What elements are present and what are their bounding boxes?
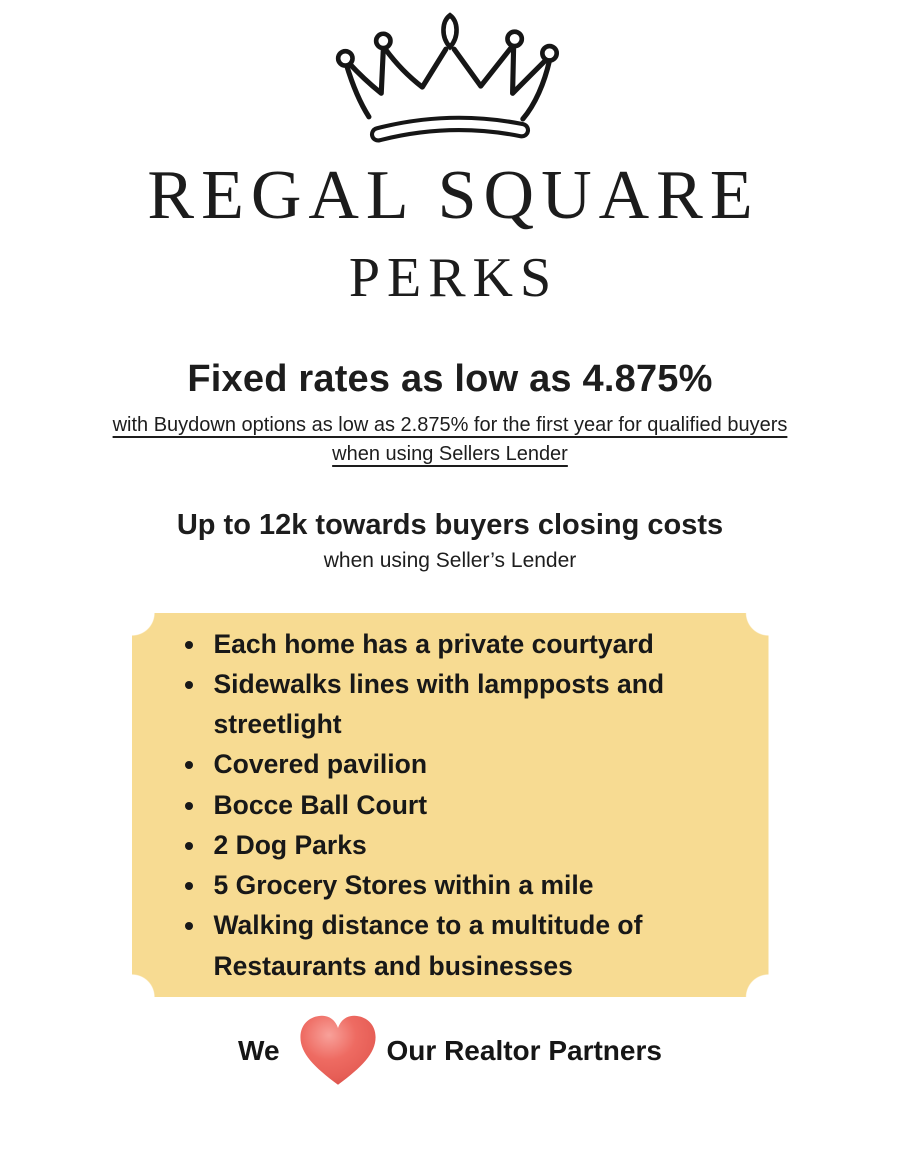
list-item: • Covered pavilion [208, 744, 749, 784]
partners-suffix: Our Realtor Partners [386, 1034, 662, 1066]
closing-costs-subtext: when using Seller’s Lender [323, 548, 577, 572]
list-item: • Each home has a private courtyard [208, 624, 749, 664]
closing-costs-headline: Up to 12k towards buyers closing costs [176, 508, 724, 541]
rate-subtext-line1: with Buydown options as low as 2.875% for the first year for qualified buyers [112, 413, 788, 436]
perks-box [132, 613, 769, 997]
list-item: • Bocce Ball Court [208, 785, 749, 825]
brand-subtitle: PERKS [348, 246, 559, 309]
list-item: • 2 Dog Parks [208, 825, 749, 865]
list-item: • 5 Grocery Stores within a mile [208, 865, 749, 905]
rate-subtext-line2: when using Sellers Lender [332, 442, 568, 465]
rate-headline: Fixed rates as low as 4.875% [187, 357, 713, 400]
realtor-partners-line [0, 1007, 900, 1095]
crown-icon [332, 10, 568, 156]
rate-subtext [0, 411, 900, 469]
partners-prefix: We [238, 1034, 280, 1066]
list-item: • Sidewalks lines with lampposts and streetlight [208, 664, 749, 745]
brand-title: REGAL SQUARE [147, 157, 760, 234]
list-item: • Walking distance to a multitude of Restaurants and businesses [208, 905, 749, 986]
perks-list [132, 624, 749, 986]
heart-icon [292, 1007, 384, 1095]
